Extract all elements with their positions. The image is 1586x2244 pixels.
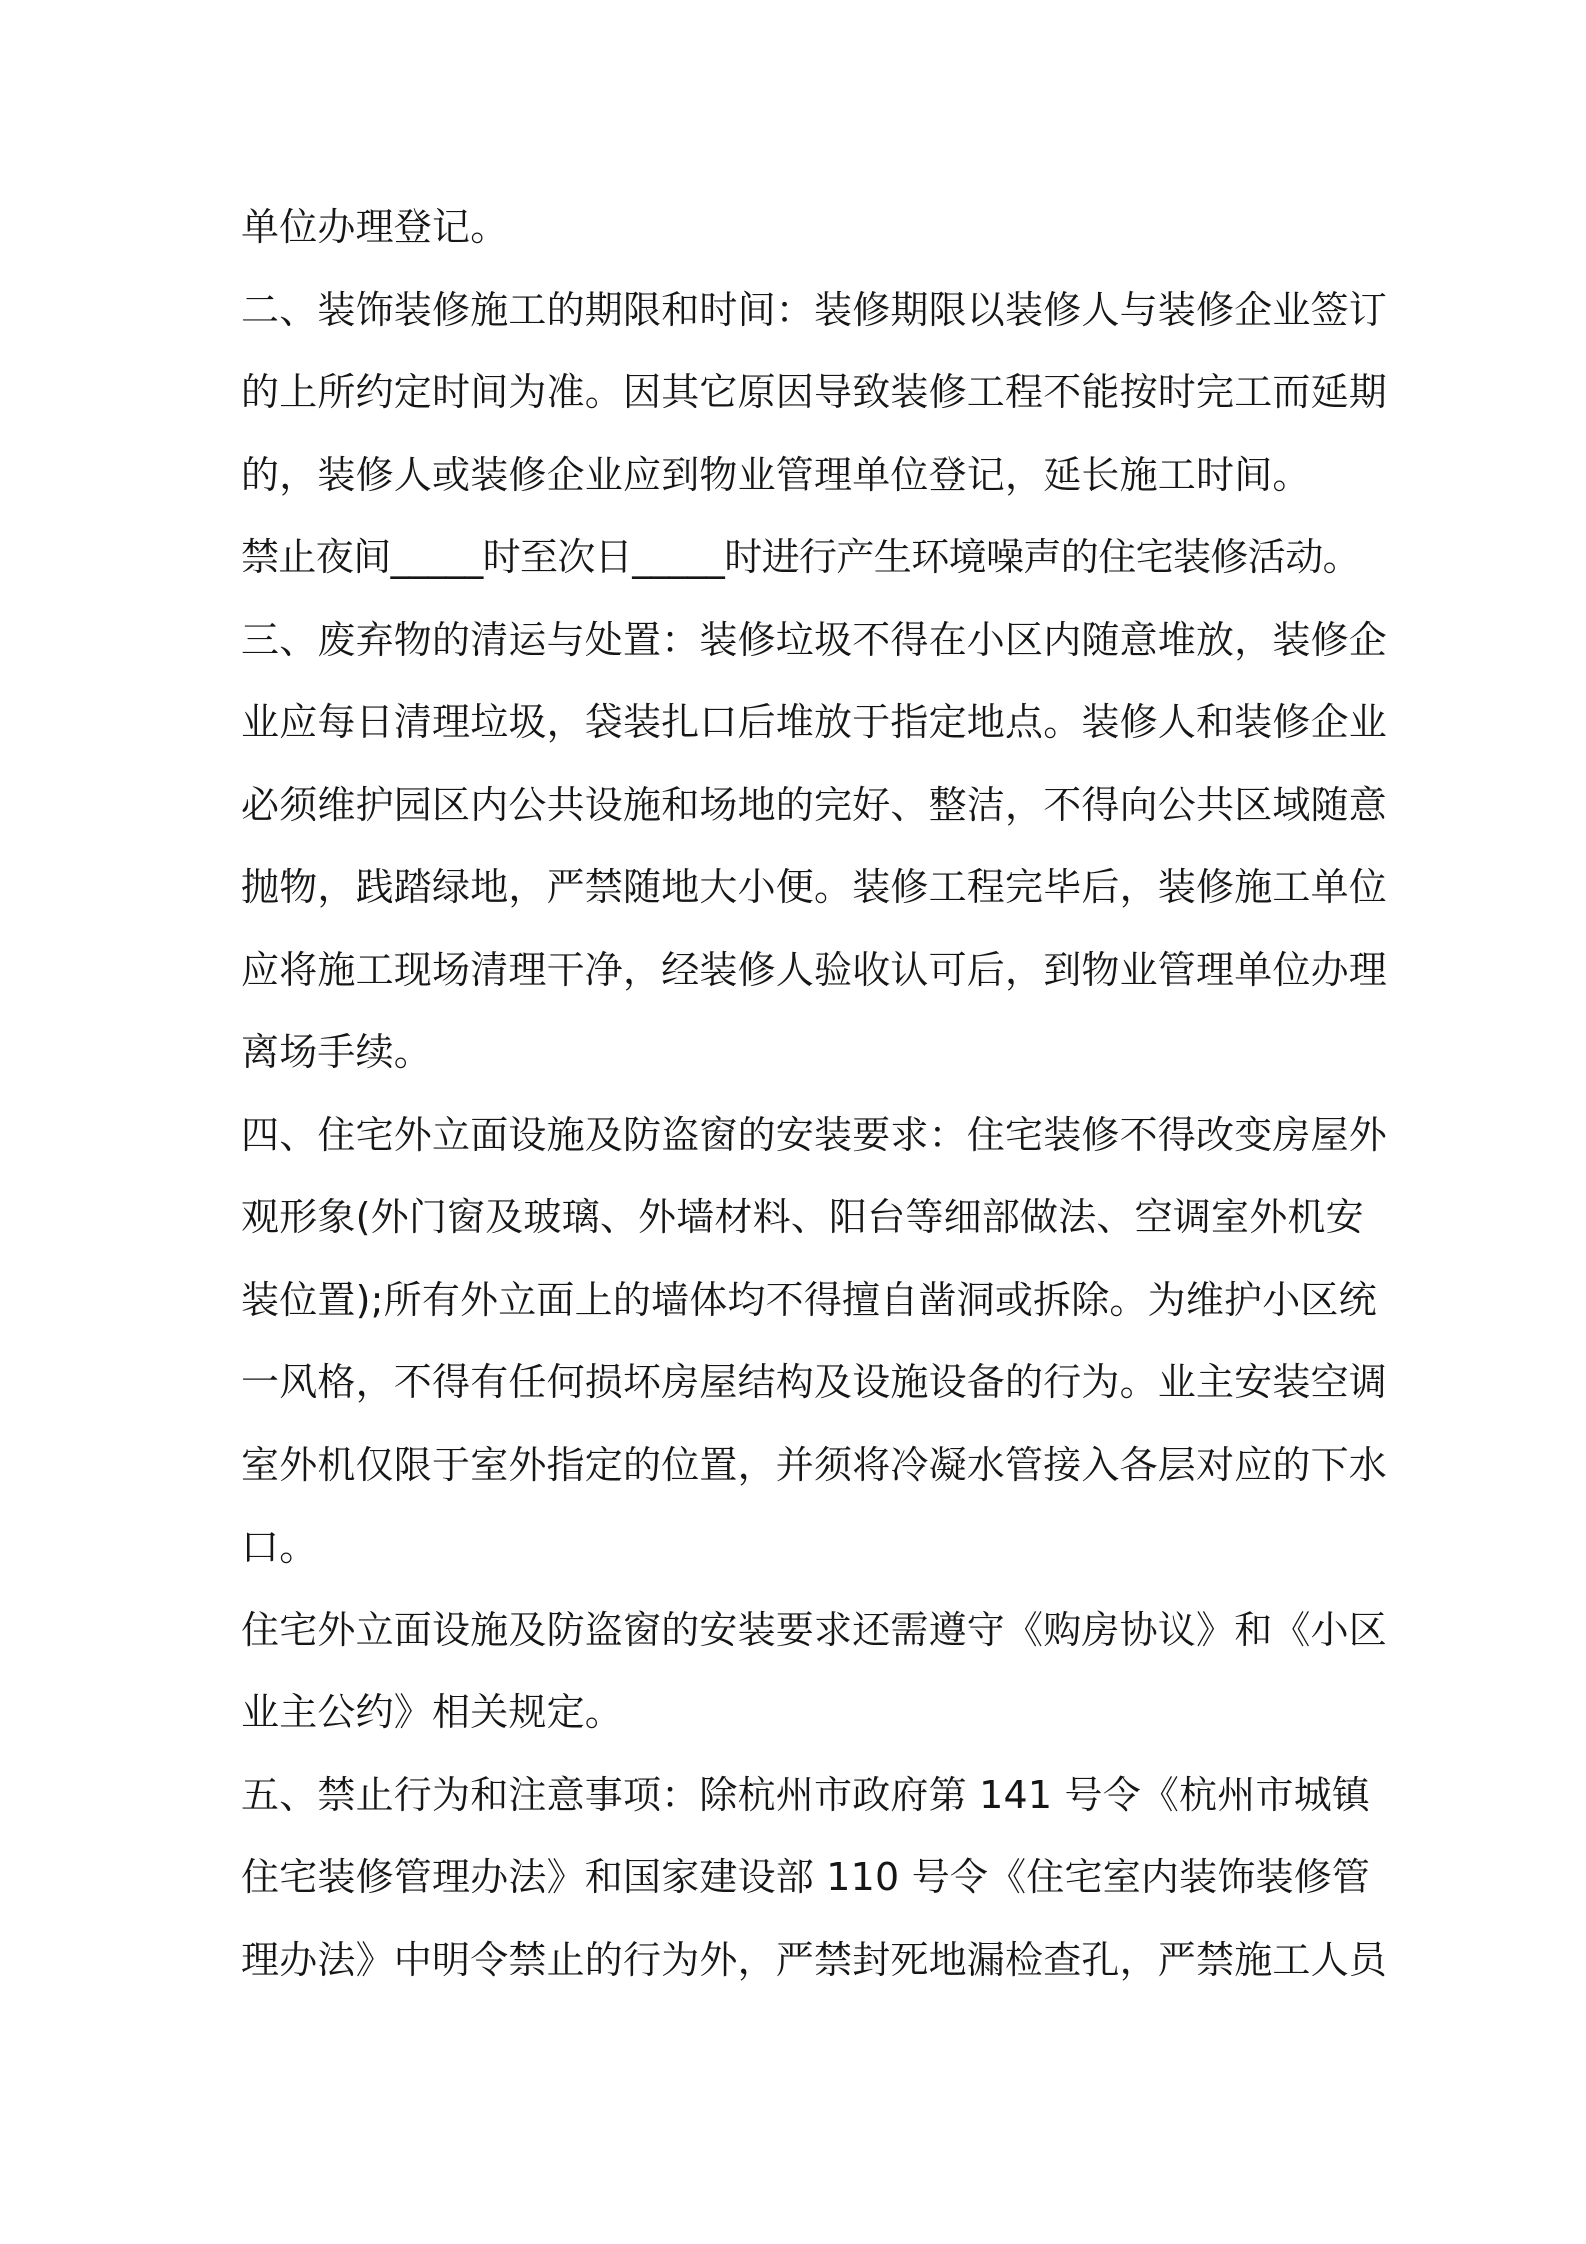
text-line: 理办法》中明令禁止的行为外，严禁封死地漏检查孔，严禁施工人员 (241, 1937, 1388, 1982)
text-line: 应将施工现场清理干净，经装修人验收认可后，到物业管理单位办理 (241, 947, 1388, 992)
text-line: 的上所约定时间为准。因其它原因导致装修工程不能按时完工而延期 (241, 370, 1388, 414)
text-line: 的，装修人或装修企业应到物业管理单位登记，延长施工时间。 (241, 452, 1311, 497)
text-line: 四、住宅外立面设施及防盗窗的安装要求：住宅装修不得改变房屋外 (241, 1112, 1388, 1157)
text-line: 室外机仅限于室外指定的位置，并须将冷凝水管接入各层对应的下水 (241, 1442, 1388, 1487)
text-line: 住宅装修管理办法》和国家建设部 110 号令《住宅室内装饰装修管 (241, 1855, 1371, 1899)
text-line: 口。 (241, 1525, 318, 1569)
text-line: 禁止夜间_____时至次日_____时进行产生环境噪声的住宅装修活动。 (241, 535, 1361, 579)
text-line: 五、禁止行为和注意事项：除杭州市政府第 141 号令《杭州市城镇 (241, 1772, 1371, 1817)
text-line: 二、装饰装修施工的期限和时间：装修期限以装修人与装修企业签订 (241, 287, 1388, 332)
text-line: 一风格，不得有任何损坏房屋结构及设施设备的行为。业主安装空调 (241, 1360, 1388, 1404)
text-line: 业主公约》相关规定。 (241, 1690, 624, 1734)
text-line: 必须维护园区内公共设施和场地的完好、整洁，不得向公共区域随意 (241, 782, 1388, 827)
text-line: 抛物，践踏绿地，严禁随地大小便。装修工程完毕后，装修施工单位 (241, 865, 1388, 909)
text-line: 住宅外立面设施及防盗窗的安装要求还需遵守《购房协议》和《小区 (241, 1607, 1388, 1652)
document-body (241, 186, 1388, 2001)
text-line: 离场手续。 (241, 1030, 433, 1074)
text-line: 装位置);所有外立面上的墙体均不得擅自凿洞或拆除。为维护小区统 (241, 1277, 1377, 1322)
text-line: 业应每日清理垃圾，袋装扎口后堆放于指定地点。装修人和装修企业 (241, 700, 1388, 744)
text-line: 单位办理登记。 (241, 205, 509, 249)
text-line: 观形象(外门窗及玻璃、外墙材料、阳台等细部做法、空调室外机安 (241, 1195, 1364, 1239)
text-line: 三、废弃物的清运与处置：装修垃圾不得在小区内随意堆放，装修企 (241, 617, 1388, 662)
